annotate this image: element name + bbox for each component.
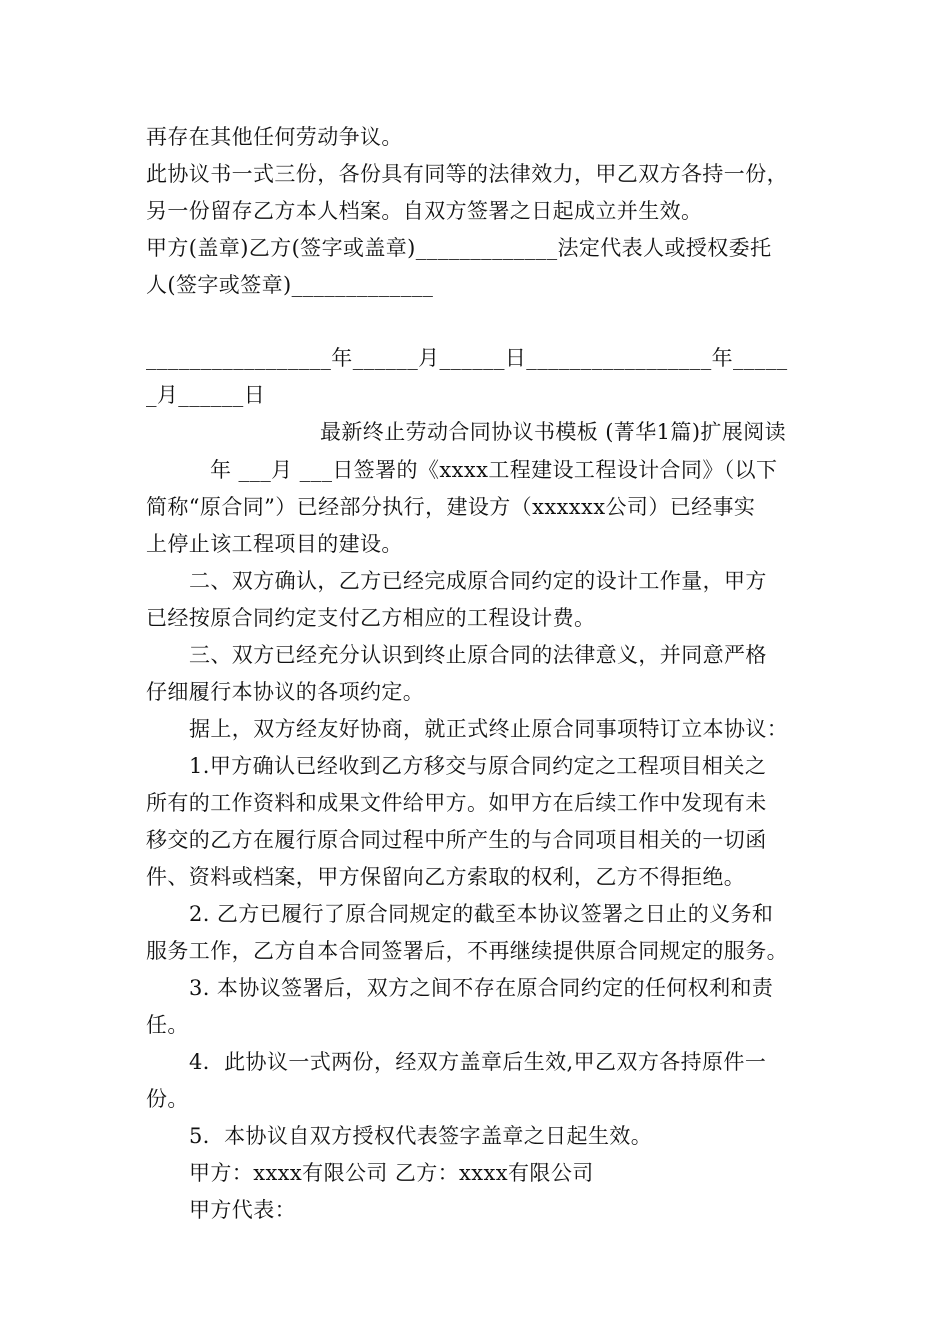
text-line: 移交的乙方在履行原合同过程中所产生的与合同项目相关的一切函 [146,828,767,852]
text-line: 上停止该工程项目的建设。 [146,532,403,556]
text-line: 件、资料或档案，甲方保留向乙方索取的权利，乙方不得拒绝。 [146,865,746,889]
text-line: 仔细履行本协议的各项约定。 [146,680,425,704]
text-line: 年 ___月 ___日签署的《xxxx工程建设工程设计合同》（以下 [210,458,778,482]
representative-line: 甲方代表： [189,1198,296,1222]
text-line: 5．本协议自双方授权代表签字盖章之日起生效。 [189,1124,653,1148]
text-line: 简称“原合同”）已经部分执行，建设方（xxxxxx公司）已经事实 [146,495,756,519]
text-line: 任。 [146,1013,189,1037]
text-line: 已经按原合同约定支付乙方相应的工程设计费。 [146,606,596,630]
signature-line: 人(签字或签章)_____________ [146,273,434,297]
text-line: 三、双方已经充分认识到终止原合同的法律意义，并同意严格 [189,643,767,667]
text-line: 再存在其他任何劳动争议。 [146,125,403,149]
text-line: 此协议书一式三份，各份具有同等的法律效力，甲乙双方各持一份， [146,162,788,186]
date-line: _月______日 [146,383,266,407]
signature-line: 甲方(盖章)乙方(签字或盖章)_____________法定代表人或授权委托 [146,236,772,260]
text-line: 份。 [146,1087,189,1111]
text-line: 服务工作，乙方自本合同签署后，不再继续提供原合同规定的服务。 [146,939,788,963]
text-line: 二、双方确认，乙方已经完成原合同约定的设计工作量，甲方 [189,569,767,593]
text-line: 另一份留存乙方本人档案。自双方签署之日起成立并生效。 [146,199,703,223]
text-line: 3. 本协议签署后，双方之间不存在原合同约定的任何权利和责 [189,976,774,1000]
text-line: 4．此协议一式两份，经双方盖章后生效,甲乙双方各持原件一 [189,1050,767,1074]
text-line: 1.甲方确认已经收到乙方移交与原合同约定之工程项目相关之 [189,754,767,778]
text-line: 所有的工作资料和成果文件给甲方。如甲方在后续工作中发现有未 [146,791,767,815]
parties-line: 甲方：xxxx有限公司 乙方：xxxx有限公司 [189,1161,594,1185]
date-line: _________________年______月______日_________________年_____ [146,346,788,370]
text-line: 据上，双方经友好协商，就正式终止原合同事项特订立本协议： [189,717,789,741]
text-line: 2. 乙方已履行了原合同规定的截至本协议签署之日止的义务和 [189,902,774,926]
section-title: 最新终止劳动合同协议书模板 (菁华1篇)扩展阅读 [320,420,787,444]
